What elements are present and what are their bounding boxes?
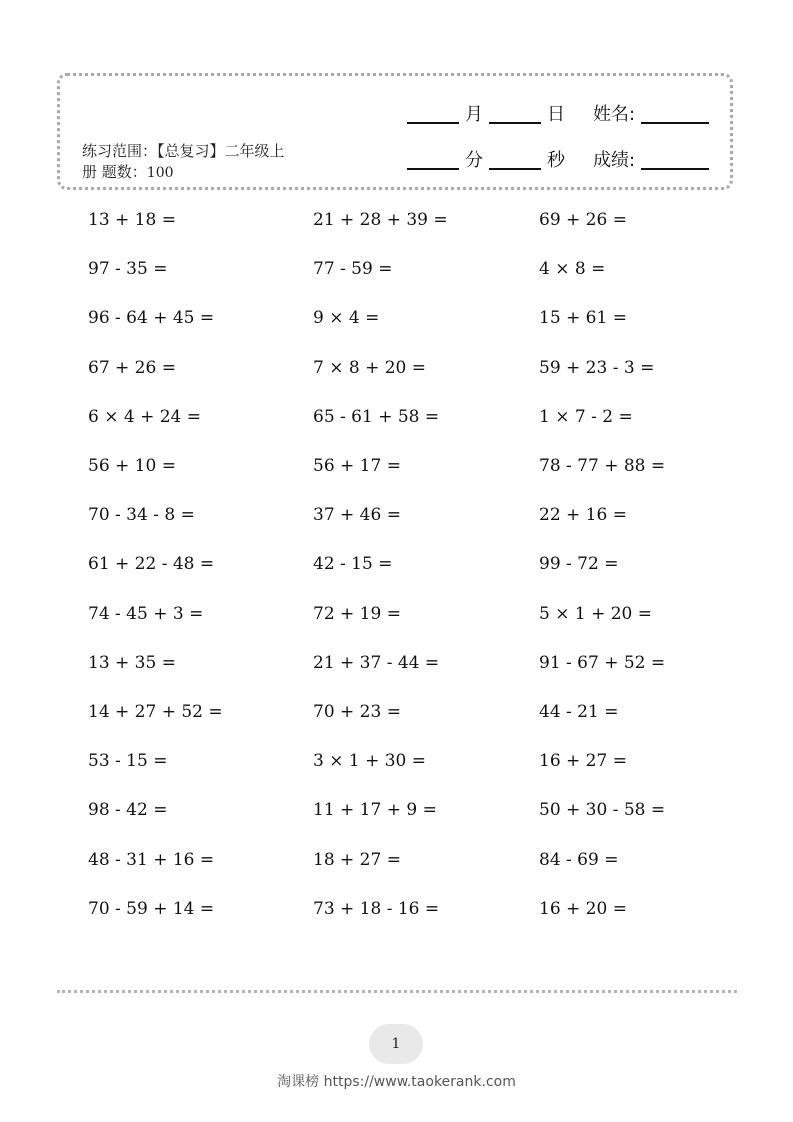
- problem-item: 15 + 61 =: [539, 308, 627, 329]
- problem-item: 56 + 17 =: [313, 456, 401, 476]
- page-number: 1: [369, 1024, 423, 1064]
- problem-item: 13 + 18 =: [88, 210, 176, 230]
- problem-item: 96 - 64 + 45 =: [88, 308, 215, 329]
- problem-item: 69 + 26 =: [539, 210, 627, 230]
- count-prefix: 册 题数：: [82, 163, 147, 181]
- time-score-row: [407, 146, 709, 172]
- month-label: 月: [465, 104, 483, 125]
- day-blank[interactable]: [489, 102, 541, 124]
- question-count: 100: [146, 165, 174, 181]
- problem-item: 78 - 77 + 88 =: [539, 456, 666, 476]
- problem-item: 50 + 30 - 58 =: [539, 800, 666, 821]
- problem-item: 1 × 7 - 2 =: [539, 406, 633, 427]
- month-blank[interactable]: [407, 102, 459, 124]
- problem-item: 65 - 61 + 58 =: [313, 406, 440, 427]
- problem-item: 18 + 27 =: [313, 849, 401, 870]
- problem-item: 98 - 42 =: [88, 800, 168, 821]
- problem-item: 9 × 4 =: [313, 308, 380, 329]
- footer-credit: 淘课榜 https://www.taokerank.com: [277, 1074, 516, 1090]
- header-box: [57, 73, 733, 190]
- problem-item: 73 + 18 - 16 =: [313, 898, 440, 919]
- problem-item: 91 - 67 + 52 =: [539, 652, 666, 673]
- problem-item: 16 + 27 =: [539, 751, 627, 772]
- problem-item: 99 - 72 =: [539, 554, 619, 575]
- score-label: 成绩:: [593, 150, 636, 171]
- problem-item: 70 - 34 - 8 =: [88, 505, 195, 526]
- score-blank[interactable]: [641, 148, 709, 170]
- problem-item: 53 - 15 =: [88, 751, 168, 772]
- problem-item: 13 + 35 =: [88, 652, 176, 673]
- problem-item: 67 + 26 =: [88, 357, 176, 378]
- practice-range: [82, 141, 327, 184]
- problem-item: 16 + 20 =: [539, 898, 627, 919]
- problem-item: 77 - 59 =: [313, 259, 393, 280]
- second-blank[interactable]: [489, 148, 541, 170]
- problem-item: 56 + 10 =: [88, 456, 176, 476]
- range-label: 练习范围：【总复习】二年级上: [82, 142, 285, 160]
- problem-item: 70 + 23 =: [313, 702, 401, 722]
- problem-item: 37 + 46 =: [313, 505, 401, 526]
- name-blank[interactable]: [641, 102, 709, 124]
- problem-item: 5 × 1 + 20 =: [539, 603, 653, 624]
- problem-item: 4 × 8 =: [539, 259, 606, 280]
- problem-item: 21 + 37 - 44 =: [313, 652, 440, 673]
- problem-item: 14 + 27 + 52 =: [88, 702, 223, 722]
- problem-item: 21 + 28 + 39 =: [313, 210, 448, 230]
- minute-blank[interactable]: [407, 148, 459, 170]
- second-label: 秒: [547, 150, 565, 171]
- problem-item: 3 × 1 + 30 =: [313, 751, 427, 772]
- problem-item: 59 + 23 - 3 =: [539, 357, 655, 378]
- problem-item: 7 × 8 + 20 =: [313, 357, 427, 378]
- day-label: 日: [547, 104, 565, 125]
- divider: [57, 990, 737, 993]
- problem-item: 61 + 22 - 48 =: [88, 554, 215, 575]
- problem-item: 70 - 59 + 14 =: [88, 898, 215, 919]
- problem-item: 84 - 69 =: [539, 849, 619, 870]
- problem-item: 42 - 15 =: [313, 554, 393, 575]
- problem-item: 72 + 19 =: [313, 603, 401, 624]
- name-label: 姓名:: [593, 104, 636, 125]
- minute-label: 分: [465, 150, 483, 171]
- problem-item: 48 - 31 + 16 =: [88, 849, 215, 870]
- date-name-row: [407, 100, 709, 126]
- problem-item: 11 + 17 + 9 =: [313, 800, 437, 821]
- problem-item: 97 - 35 =: [88, 259, 168, 280]
- problem-item: 44 - 21 =: [539, 702, 619, 722]
- problem-item: 6 × 4 + 24 =: [88, 406, 202, 427]
- problem-item: 22 + 16 =: [539, 505, 627, 526]
- problem-item: 74 - 45 + 3 =: [88, 603, 204, 624]
